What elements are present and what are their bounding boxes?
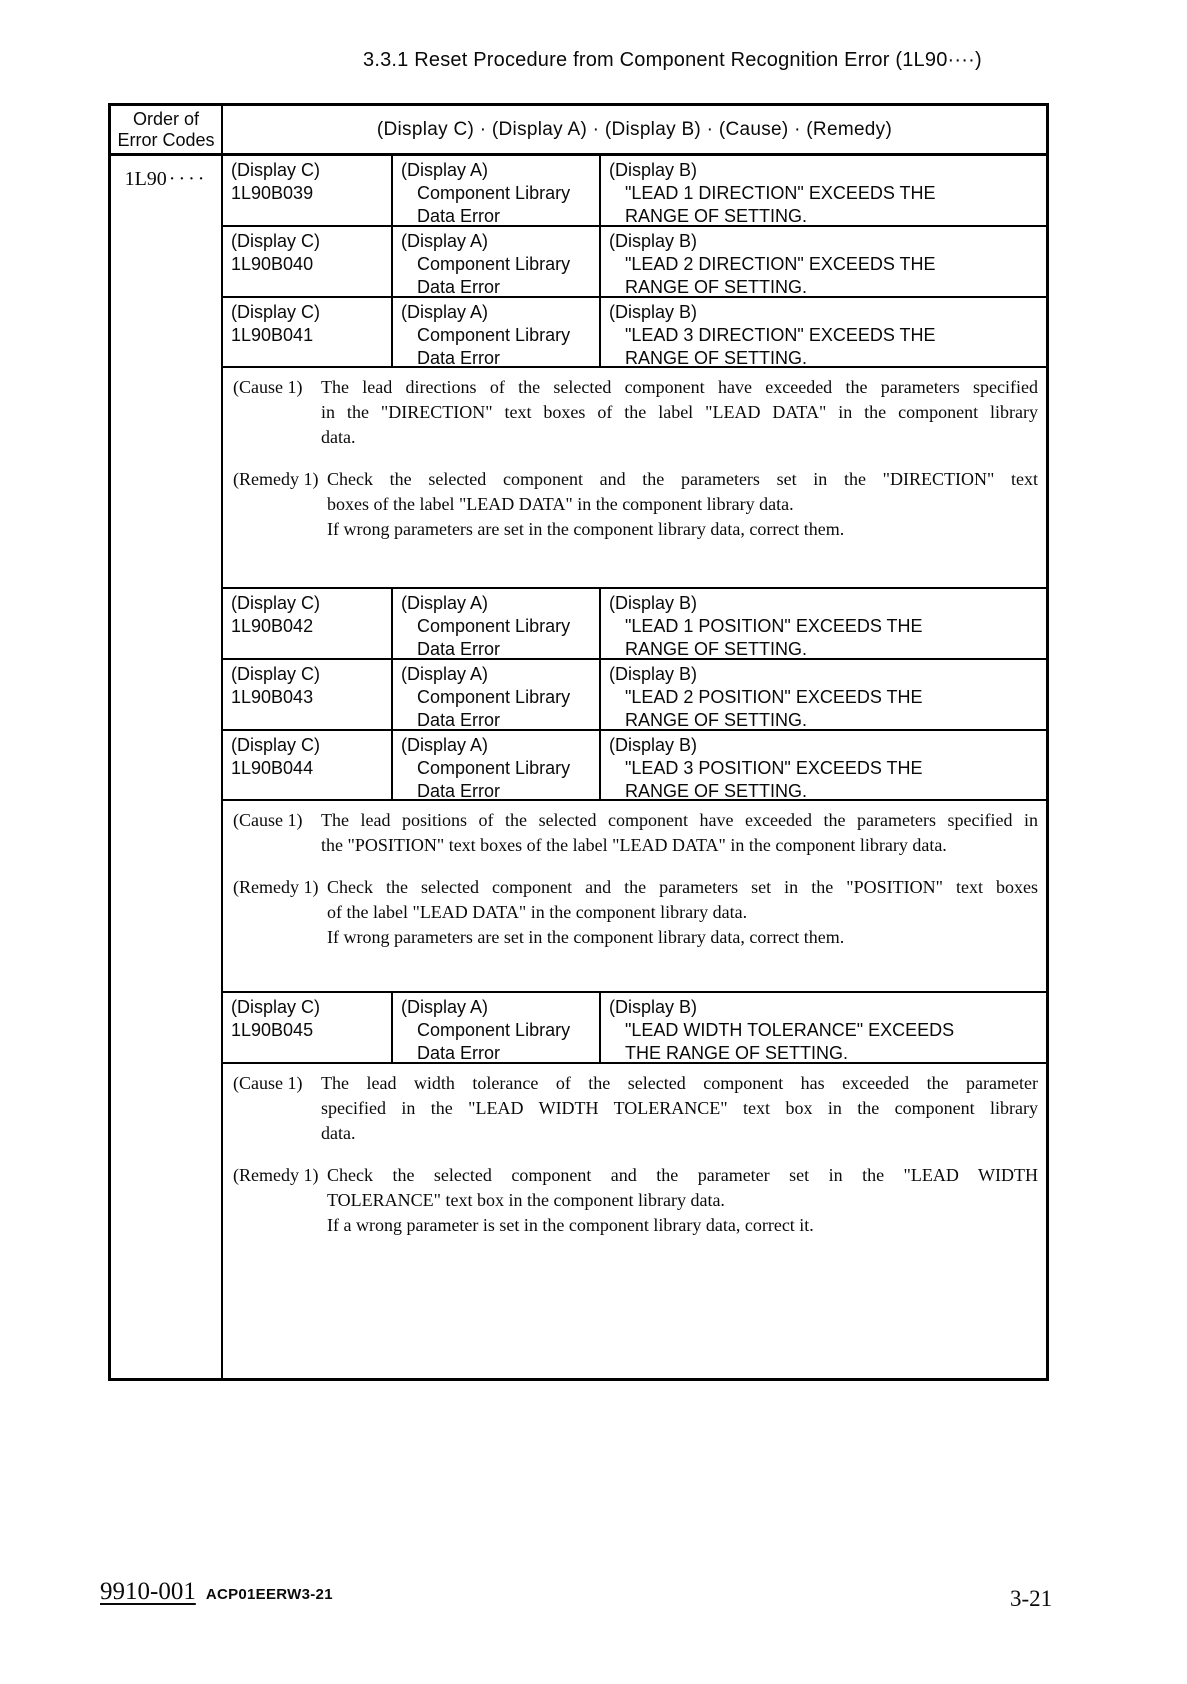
display-b-text-line2: THE RANGE OF SETTING. [625, 1043, 849, 1063]
remedy-label: (Remedy 1) [233, 1165, 319, 1185]
display-b-text-line2: RANGE OF SETTING. [625, 639, 808, 659]
display-a-text-line2: Data Error [417, 639, 501, 659]
remedy-text-line: If wrong parameters are set in the component library data, correct them. [327, 519, 845, 539]
display-a-text-line1: Component Library [417, 1020, 571, 1040]
display-b-text-line1: "LEAD WIDTH TOLERANCE" EXCEEDS [625, 1020, 955, 1040]
display-a-label: (Display A) [401, 664, 489, 684]
display-c-label: (Display C) [231, 664, 321, 684]
display-a-text-line1: Component Library [417, 254, 571, 274]
header-order-of-line2: Error Codes [117, 129, 215, 150]
display-c-code: 1L90B042 [231, 616, 314, 636]
display-b-label: (Display B) [609, 302, 698, 322]
cause-remedy-cell [223, 1064, 1046, 1378]
display-a-cell [393, 731, 601, 799]
display-b-text-line2: RANGE OF SETTING. [625, 348, 808, 368]
display-a-label: (Display A) [401, 735, 489, 755]
remedy-text-line: Check the selected component and the parameters set in the "POSITION" text boxes [327, 877, 1038, 897]
page-title: 3.3.1 Reset Procedure from Component Recognition Error (1L90····) [363, 49, 982, 71]
display-a-cell [393, 298, 601, 366]
display-b-label: (Display B) [609, 664, 698, 684]
display-c-label: (Display C) [231, 302, 321, 322]
cause-label: (Cause 1) [233, 377, 303, 397]
display-b-cell [601, 156, 1046, 225]
remedy-text-line: boxes of the label "LEAD DATA" in the component library data. [327, 494, 794, 514]
display-c-label: (Display C) [231, 997, 321, 1017]
display-b-text-line2: RANGE OF SETTING. [625, 206, 808, 226]
display-a-text-line1: Component Library [417, 183, 571, 203]
cause-paragraph [233, 1071, 1038, 1146]
cause-text-line: The lead positions of the selected component have exceeded the parameters specified in [321, 810, 1038, 830]
display-a-cell [393, 227, 601, 296]
cause-label: (Cause 1) [233, 810, 303, 830]
display-c-cell [223, 660, 393, 729]
error-code-group: 1L90 [124, 168, 167, 190]
cause-text [321, 1071, 1038, 1146]
header-order-of-line1: Order of [132, 108, 200, 129]
remedy-paragraph [233, 875, 1038, 950]
display-a-cell [393, 589, 601, 658]
display-a-text-line2: Data Error [417, 277, 501, 297]
cause-text-line: the "POSITION" text boxes of the label "LEAD DATA" in the component library data. [321, 835, 947, 855]
remedy-text-line: of the label "LEAD DATA" in the component library data. [327, 902, 748, 922]
display-c-code: 1L90B041 [231, 325, 314, 345]
cause-text-line: data. [321, 1123, 356, 1143]
display-b-label: (Display B) [609, 997, 698, 1017]
display-c-label: (Display C) [231, 593, 321, 613]
display-c-cell [223, 298, 393, 366]
display-a-text-line1: Component Library [417, 616, 571, 636]
remedy-text [327, 1163, 1038, 1238]
display-c-cell [223, 731, 393, 799]
display-b-cell [601, 589, 1046, 658]
error-code-dots: ···· [168, 168, 208, 190]
display-b-text-line1: "LEAD 2 DIRECTION" EXCEEDS THE [625, 254, 936, 274]
table-body [111, 156, 1046, 1378]
display-c-label: (Display C) [231, 231, 321, 251]
remedy-label: (Remedy 1) [233, 469, 319, 489]
footer-doc-ref: ACP01EERW3-21 [205, 1586, 333, 1603]
footer-page-number: 3-21 [1010, 1586, 1053, 1611]
display-a-text-line1: Component Library [417, 325, 571, 345]
cause-label: (Cause 1) [233, 1073, 303, 1093]
remedy-text-line: TOLERANCE" text box in the component library data. [327, 1190, 725, 1210]
table-row [223, 227, 1046, 298]
display-a-label: (Display A) [401, 302, 489, 322]
table-row [223, 589, 1046, 660]
display-b-text-line2: RANGE OF SETTING. [625, 781, 808, 801]
cause-text-line: data. [321, 427, 356, 447]
cause-text [321, 808, 1038, 858]
display-c-label: (Display C) [231, 735, 321, 755]
remedy-paragraph [233, 1163, 1038, 1238]
display-a-text-line2: Data Error [417, 206, 501, 226]
remedy-text [327, 875, 1038, 950]
footer-doc-code: 9910-001 [100, 1578, 196, 1605]
display-b-cell [601, 227, 1046, 296]
remedy-text-line: If a wrong parameter is set in the component library data, correct it. [327, 1215, 814, 1235]
table-row [223, 660, 1046, 731]
display-a-cell [393, 660, 601, 729]
table-header-row [111, 106, 1046, 156]
cause-remedy-cell [223, 368, 1046, 589]
display-b-text-line1: "LEAD 1 DIRECTION" EXCEEDS THE [625, 183, 936, 203]
display-b-cell [601, 993, 1046, 1062]
error-code-table [108, 103, 1049, 1381]
display-c-code: 1L90B040 [231, 254, 314, 274]
display-b-text-line1: "LEAD 3 DIRECTION" EXCEEDS THE [625, 325, 936, 345]
error-code-group-cell [111, 156, 223, 1378]
cause-paragraph [233, 808, 1038, 858]
table-row [223, 156, 1046, 227]
display-b-label: (Display B) [609, 735, 698, 755]
cause-text-line: The lead directions of the selected component have exceeded the parameters specified [321, 377, 1038, 397]
remedy-text-line: Check the selected component and the parameter set in the "LEAD WIDTH [327, 1165, 1038, 1185]
display-b-text-line2: RANGE OF SETTING. [625, 710, 808, 730]
display-b-label: (Display B) [609, 231, 698, 251]
display-c-code: 1L90B039 [231, 183, 314, 203]
remedy-text-line: Check the selected component and the parameters set in the "DIRECTION" text [327, 469, 1038, 489]
display-a-label: (Display A) [401, 160, 489, 180]
display-a-cell [393, 993, 601, 1062]
cause-paragraph [233, 375, 1038, 450]
display-a-text-line1: Component Library [417, 758, 571, 778]
display-c-label: (Display C) [231, 160, 321, 180]
remedy-label: (Remedy 1) [233, 877, 319, 897]
display-a-text-line2: Data Error [417, 710, 501, 730]
table-row [223, 731, 1046, 801]
display-c-cell [223, 227, 393, 296]
remedy-paragraph [233, 467, 1038, 542]
display-b-label: (Display B) [609, 160, 698, 180]
remedy-text-line: If wrong parameters are set in the component library data, correct them. [327, 927, 845, 947]
display-a-text-line2: Data Error [417, 781, 501, 801]
table-row [223, 993, 1046, 1064]
display-a-label: (Display A) [401, 997, 489, 1017]
cause-text-line: The lead width tolerance of the selected component has exceeded the parameter [321, 1073, 1038, 1093]
display-b-text-line1: "LEAD 2 POSITION" EXCEEDS THE [625, 687, 923, 707]
display-a-text-line2: Data Error [417, 1043, 501, 1063]
header-display-cause-remedy: (Display C) · (Display A) · (Display B) · (Cause) · (Remedy) [376, 118, 893, 140]
display-a-text-line2: Data Error [417, 348, 501, 368]
display-a-cell [393, 156, 601, 225]
header-order-of-error-codes [111, 106, 223, 153]
display-c-cell [223, 993, 393, 1062]
cause-text-line: specified in the "LEAD WIDTH TOLERANCE" text box in the component library [321, 1098, 1038, 1118]
display-c-code: 1L90B044 [231, 758, 314, 778]
display-b-text-line2: RANGE OF SETTING. [625, 277, 808, 297]
cause-text [321, 375, 1038, 450]
display-b-cell [601, 660, 1046, 729]
cause-remedy-cell [223, 801, 1046, 993]
display-b-text-line1: "LEAD 1 POSITION" EXCEEDS THE [625, 616, 923, 636]
footer-left [100, 1578, 333, 1606]
display-a-label: (Display A) [401, 231, 489, 251]
display-b-cell [601, 298, 1046, 366]
table-row [223, 298, 1046, 368]
display-b-text-line1: "LEAD 3 POSITION" EXCEEDS THE [625, 758, 923, 778]
display-c-code: 1L90B045 [231, 1020, 314, 1040]
display-c-cell [223, 156, 393, 225]
display-c-code: 1L90B043 [231, 687, 314, 707]
table-content-column [223, 156, 1046, 1378]
display-a-text-line1: Component Library [417, 687, 571, 707]
cause-text-line: in the "DIRECTION" text boxes of the label "LEAD DATA" in the component library [321, 402, 1038, 422]
display-b-cell [601, 731, 1046, 799]
display-b-label: (Display B) [609, 593, 698, 613]
remedy-text [327, 467, 1038, 542]
display-c-cell [223, 589, 393, 658]
display-a-label: (Display A) [401, 593, 489, 613]
